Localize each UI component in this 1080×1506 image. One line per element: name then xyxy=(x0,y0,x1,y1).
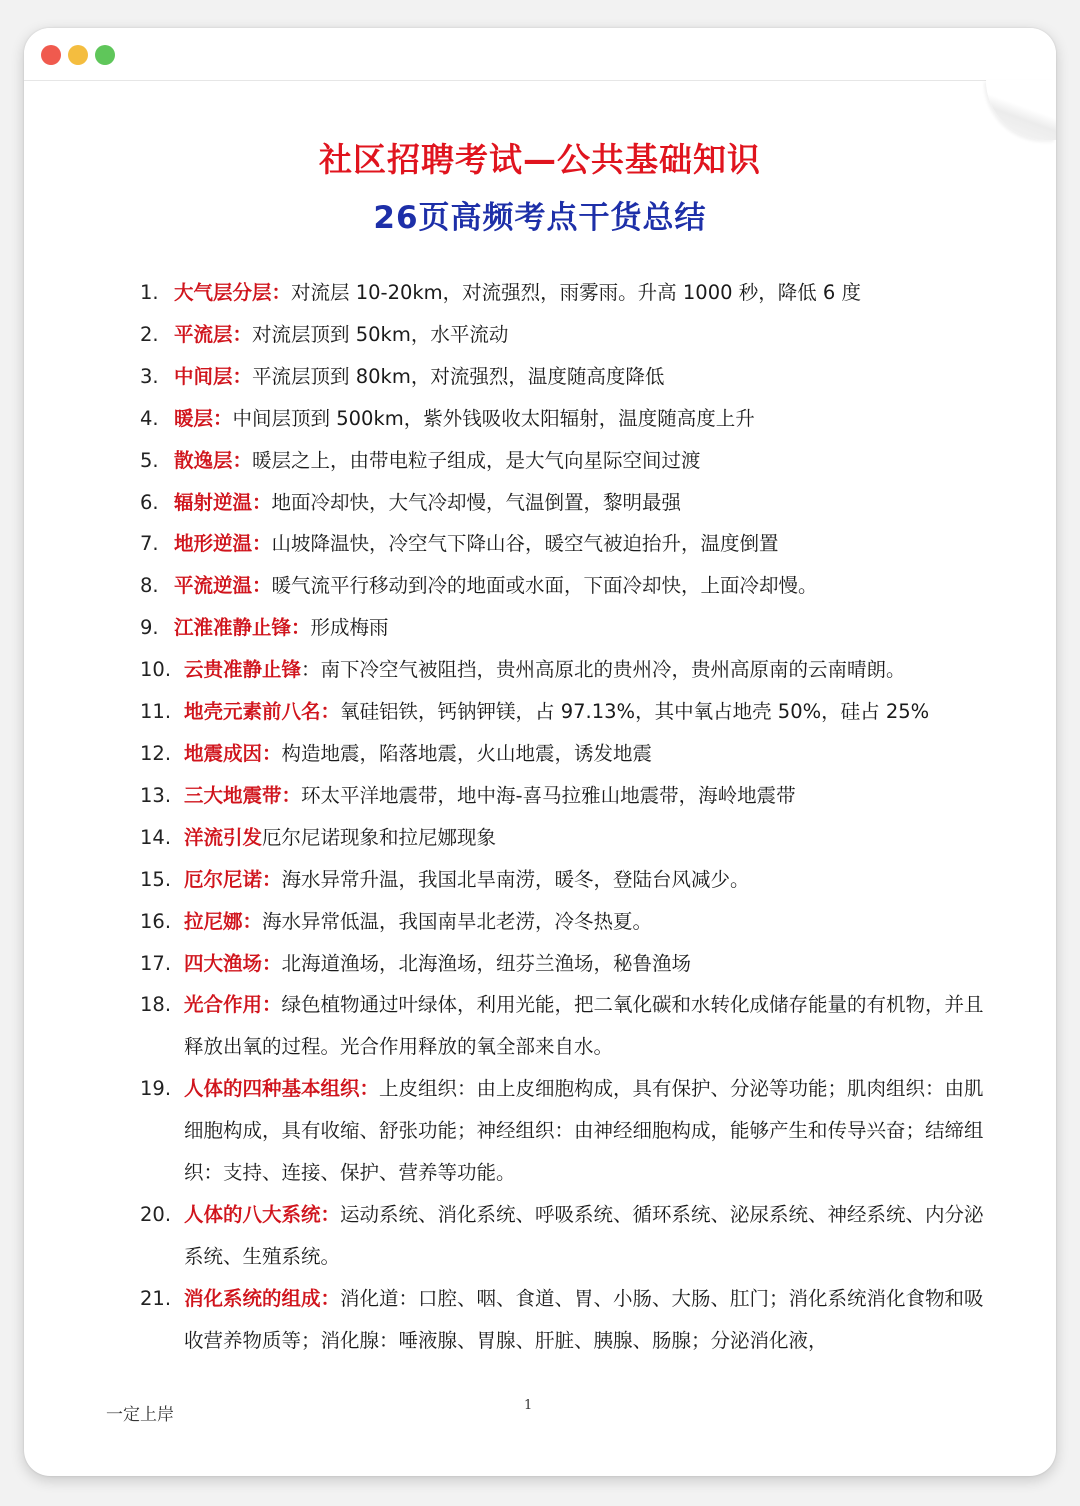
maximize-window-dot-icon[interactable] xyxy=(95,45,115,65)
item-text: 消化道：口腔、咽、食道、胃、小肠、大肠、肛门；消化系统消化食物和吸收营养物质等；消化腺：唾液腺、胃腺、肝脏、胰腺、肠腺；分泌消化液， xyxy=(184,1286,984,1352)
document-title: 社区招聘考试—公共基础知识 xyxy=(319,140,761,179)
page-curl-decoration xyxy=(986,80,1056,140)
item-text: 山坡降温快，冷空气下降山谷，暖空气被迫抬升，温度倒置 xyxy=(271,532,779,556)
item-number: 16. xyxy=(140,909,172,933)
item-number: 1. xyxy=(140,281,159,304)
close-window-dot-icon[interactable] xyxy=(41,45,61,65)
list-item xyxy=(140,523,990,565)
item-text: 氧硅铝铁，钙钠钾镁，占 97.13%，其中氧占地壳 50%，硅占 25% xyxy=(340,700,930,724)
item-keyword: 消化系统的组成 xyxy=(184,1286,321,1310)
item-text: 形成梅雨 xyxy=(310,616,389,640)
list-item xyxy=(140,482,990,524)
item-keyword: 大气层分层 xyxy=(174,281,272,304)
item-keyword: 散逸层 xyxy=(174,448,233,472)
item-separator: ： xyxy=(320,1286,341,1310)
minimize-window-dot-icon[interactable] xyxy=(68,45,88,65)
item-text: 平流层顶到 80km，对流强烈，温度随高度降低 xyxy=(252,364,665,388)
item-text: 对流层 10-20km，对流强烈，雨雾雨。升高 1000 秒，降低 6 度 xyxy=(291,281,862,304)
document-window xyxy=(24,28,1056,1476)
item-text: 暖气流平行移动到冷的地面或水面，下面冷却快，上面冷却慢。 xyxy=(271,574,818,598)
item-text: 中间层顶到 500km，紫外钱吸收太阳辐射，温度随高度上升 xyxy=(232,406,755,430)
item-separator: ： xyxy=(262,741,282,765)
item-number: 4. xyxy=(140,406,159,430)
item-separator: ： xyxy=(262,951,282,975)
item-number: 13. xyxy=(140,783,172,807)
item-separator: ： xyxy=(213,406,233,430)
item-keyword: 光合作用 xyxy=(184,993,263,1017)
item-text: 北海道渔场，北海渔场，纽芬兰渔场，秘鲁渔场 xyxy=(281,951,692,975)
item-separator: ： xyxy=(281,783,302,807)
item-number: 10. xyxy=(140,658,172,682)
list-item xyxy=(140,775,990,817)
item-number: 17. xyxy=(140,951,172,975)
item-number: 3. xyxy=(140,364,159,388)
item-keyword: 人体的四种基本组织 xyxy=(184,1077,360,1101)
item-separator: ： xyxy=(262,867,282,891)
item-number: 5. xyxy=(140,448,159,472)
item-keyword: 地震成因 xyxy=(184,741,263,765)
item-separator: ： xyxy=(271,281,292,304)
item-number: 9. xyxy=(140,616,159,640)
item-number: 8. xyxy=(140,574,159,598)
item-text: 南下冷空气被阻挡，贵州高原北的贵州冷，贵州高原南的云南晴朗。 xyxy=(320,658,906,682)
list-item xyxy=(140,943,990,985)
list-item xyxy=(140,901,990,943)
list-item xyxy=(140,649,990,691)
item-text: 厄尔尼诺现象和拉尼娜现象 xyxy=(262,825,497,849)
list-item xyxy=(140,733,990,775)
list-item xyxy=(140,398,990,440)
item-keyword: 拉尼娜 xyxy=(184,909,243,933)
item-number: 15. xyxy=(140,867,172,891)
list-item xyxy=(140,440,990,482)
item-keyword: 云贵准静止锋 xyxy=(184,658,302,682)
knowledge-point-list xyxy=(140,272,990,1362)
item-number: 6. xyxy=(140,490,159,514)
item-keyword: 人体的八大系统 xyxy=(184,1202,321,1226)
item-keyword: 厄尔尼诺 xyxy=(184,867,263,891)
list-item xyxy=(140,314,990,356)
item-text: 海水异常升温，我国北旱南涝，暖冬，登陆台风减少。 xyxy=(281,867,750,891)
item-keyword: 中间层 xyxy=(174,364,233,388)
list-item xyxy=(140,565,990,607)
item-separator: ： xyxy=(232,448,253,472)
item-text: 上皮组织：由上皮细胞构成，具有保护、分泌等功能；肌肉组织：由肌细胞构成，具有收缩、舒张功能；神经组织：由神经细胞构成，能够产生和传导兴奋；结缔组织：支持、连接、保护、营养等功能。 xyxy=(184,1077,984,1185)
list-item xyxy=(140,859,990,901)
item-number: 7. xyxy=(140,532,159,556)
item-text: 对流层顶到 50km，水平流动 xyxy=(252,322,509,346)
item-number: 2. xyxy=(140,322,159,346)
list-item xyxy=(140,1194,990,1278)
item-separator: ： xyxy=(359,1077,380,1101)
item-keyword: 三大地震带 xyxy=(184,783,282,807)
item-separator: ： xyxy=(252,532,272,556)
item-number: 21. xyxy=(140,1286,172,1310)
item-keyword: 地壳元素前八名 xyxy=(184,700,321,724)
list-item xyxy=(140,607,990,649)
item-text: 海水异常低温，我国南旱北老涝，冷冬热夏。 xyxy=(262,909,653,933)
item-separator: ： xyxy=(232,322,253,346)
item-text: 地面冷却快，大气冷却慢，气温倒置，黎明最强 xyxy=(271,490,682,514)
page-number: 1 xyxy=(524,1398,533,1413)
item-separator: ： xyxy=(320,1202,341,1226)
list-item xyxy=(140,1068,990,1194)
item-separator: ： xyxy=(232,364,253,388)
item-keyword: 洋流引发 xyxy=(184,825,263,849)
item-text: 绿色植物通过叶绿体，利用光能，把二氧化碳和水转化成储存能量的有机物，并且释放出氧的过程。光合作用释放的氧全部来自水。 xyxy=(184,993,984,1059)
item-keyword: 四大渔场 xyxy=(184,951,263,975)
item-separator: ： xyxy=(291,616,311,640)
list-item xyxy=(140,272,990,314)
footer-slogan: 一定上岸 xyxy=(106,1405,174,1425)
item-separator: ： xyxy=(242,909,263,933)
document-subtitle: 26页高频考点干货总结 xyxy=(373,200,707,236)
item-number: 20. xyxy=(140,1202,172,1226)
window-titlebar xyxy=(24,28,1056,81)
item-separator: ： xyxy=(320,700,341,724)
item-text: 暖层之上，由带电粒子组成，是大气向星际空间过渡 xyxy=(252,448,701,472)
item-number: 14. xyxy=(140,825,172,849)
item-text: 构造地震，陷落地震，火山地震，诱发地震 xyxy=(281,741,653,765)
list-item xyxy=(140,1278,990,1362)
item-separator: ： xyxy=(252,490,272,514)
item-keyword: 辐射逆温 xyxy=(174,490,253,514)
list-item xyxy=(140,356,990,398)
item-number: 11. xyxy=(140,700,172,724)
item-separator: ： xyxy=(301,658,321,682)
item-separator: ： xyxy=(252,574,272,598)
item-number: 12. xyxy=(140,741,172,765)
item-keyword: 平流逆温 xyxy=(174,574,253,598)
item-text: 环太平洋地震带，地中海-喜马拉雅山地震带，海岭地震带 xyxy=(301,783,796,807)
item-separator: ： xyxy=(262,993,282,1017)
item-number: 18. xyxy=(140,993,172,1017)
item-keyword: 平流层 xyxy=(174,322,233,346)
item-keyword: 地形逆温 xyxy=(174,532,253,556)
list-item xyxy=(140,691,990,733)
item-number: 19. xyxy=(140,1077,172,1101)
list-item xyxy=(140,817,990,859)
list-item xyxy=(140,984,990,1068)
item-text: 运动系统、消化系统、呼吸系统、循环系统、泌尿系统、神经系统、内分泌系统、生殖系统。 xyxy=(184,1202,984,1268)
item-keyword: 江淮准静止锋 xyxy=(174,616,292,640)
item-keyword: 暖层 xyxy=(174,406,214,430)
